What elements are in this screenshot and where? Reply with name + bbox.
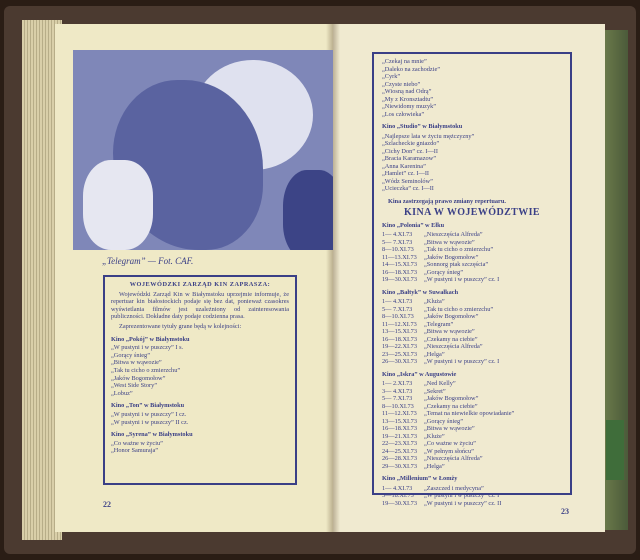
schedule-row xyxy=(382,410,562,418)
film-title: „Kluże” xyxy=(424,432,445,440)
cinema-name: Kino „Iskra” w Augustowie xyxy=(382,370,457,378)
cinema-name: Kino „Ton” w Białymstoku xyxy=(111,402,185,410)
cinema-announcement-box xyxy=(103,275,297,485)
screening-dates: 16—18.XI.73 xyxy=(382,268,417,276)
film-title: „Jaków Bogomołow” xyxy=(111,374,166,382)
schedule-row xyxy=(382,500,562,508)
schedule-row xyxy=(382,269,562,277)
film-title: „Daleko na zachodzie” xyxy=(382,65,441,73)
screening-dates: 11—13.XI.73 xyxy=(382,253,417,261)
photo-caption: „Telegram” — Fot. CAF. xyxy=(102,256,194,266)
film-title: „Lobuz” xyxy=(111,389,133,397)
schedule-row xyxy=(382,298,562,306)
film-title: „Honor Samuraja” xyxy=(111,447,159,455)
schedule-row xyxy=(382,313,562,321)
film-title: „Tak tu cicho o zmierzchu” xyxy=(424,305,494,313)
schedule-row xyxy=(382,395,562,403)
film-title: „Bracia Karamazow” xyxy=(382,155,437,162)
schedule-row xyxy=(382,261,562,269)
film-title: „Cichy Don” cz. I—II xyxy=(382,147,438,155)
film-title: „W pustyni i w puszczy” cz. I xyxy=(424,492,500,499)
film-title: „Bitwa w wąwozie” xyxy=(111,359,162,367)
cinema-name: Kino „Syrena” w Białymstoku xyxy=(111,431,193,439)
film-title: „Wiosną nad Odrą” xyxy=(382,88,432,95)
film-title: „Jaków Bogomołow” xyxy=(424,395,479,402)
screening-dates: 13—15.XI.73 xyxy=(382,417,417,425)
schedule-row xyxy=(382,276,562,284)
film-title: „Cyrk” xyxy=(382,73,401,80)
film-title: „Ned Kelly” xyxy=(424,380,456,387)
repertoire-note: Kina zastrzegają prawo zmiany repertuaru. xyxy=(388,197,506,205)
film-title: „Nieszczęścia Alfreda” xyxy=(424,455,483,462)
film-list xyxy=(382,58,562,118)
screening-dates: 5— 7.XI.73 xyxy=(382,395,413,402)
cinema-list xyxy=(111,336,289,455)
film-title: „Wódz Seminolów” xyxy=(382,177,433,185)
film-title: „W pustyni i w puszczy” cz. I xyxy=(424,358,500,365)
schedule-row xyxy=(382,485,562,493)
page-number-right: 23 xyxy=(561,507,569,516)
screening-dates: 1— 4.XI.73 xyxy=(382,231,413,238)
schedule-row xyxy=(382,321,562,329)
schedule-row xyxy=(382,492,562,500)
film-title: „Kluża” xyxy=(424,298,445,305)
bookmark-tab xyxy=(606,420,624,480)
schedule-row xyxy=(382,463,562,471)
screening-dates: 11—12.XI.73 xyxy=(382,320,417,328)
screening-dates: 8—10.XI.73 xyxy=(382,402,414,410)
film-title: „Hamlet” cz. I—II xyxy=(382,170,430,177)
film-title: „Helga” xyxy=(424,462,445,470)
film-title: „Gorący śnieg” xyxy=(424,268,463,276)
screening-dates: 19—30.XI.73 xyxy=(382,276,417,283)
film-title: „Co ważne w życiu” xyxy=(111,439,163,447)
film-title: „W pełnym słońcu” xyxy=(424,447,474,455)
film-title: „Jaków Bogomołow” xyxy=(424,313,479,320)
screening-dates: 1— 2.XI.73 xyxy=(382,380,413,387)
screening-dates: 5—18.XI.73 xyxy=(382,492,414,499)
film-title: „W pustyni i w puszczy” cz. I xyxy=(424,276,500,283)
screening-dates: 13—15.XI.73 xyxy=(382,328,417,335)
schedule-row xyxy=(382,246,562,254)
film-title: „Los człowieka” xyxy=(382,110,425,118)
film-title: „Niewidomy muzyk” xyxy=(382,103,437,110)
film-title: „Zaszczed i medycyna” xyxy=(424,484,484,492)
schedule-row xyxy=(382,440,562,448)
screening-dates: 8—10.XI.73 xyxy=(382,246,414,253)
schedule-row xyxy=(382,254,562,262)
film-title: „Czekamy na ciebie” xyxy=(424,402,478,410)
film-title: „Czekamy na ciebie” xyxy=(424,335,478,343)
screening-dates: 16—18.XI.73 xyxy=(382,335,417,343)
screening-dates: 1— 4.XI.73 xyxy=(382,298,413,305)
film-title: „Temat na niewielkie opowiadanie” xyxy=(424,410,515,417)
screening-dates: 8—10.XI.73 xyxy=(382,313,414,320)
regional-cinema-list xyxy=(382,222,562,508)
schedule-row xyxy=(382,358,562,366)
film-title: „Bitwa w wąwozie” xyxy=(424,425,475,432)
film-title: „Czekaj na mnie” xyxy=(382,58,427,65)
screening-dates: 16—18.XI.73 xyxy=(382,425,417,432)
schedule-row xyxy=(382,418,562,426)
film-title: „Ucieczka” cz. I—II xyxy=(382,185,434,192)
film-title: „Najlepsze lata w życiu mężczyzny” xyxy=(382,132,475,140)
film-title: „W pustyni i w puszczy” cz. II xyxy=(424,499,502,507)
film-title: „Nieszczęścia Alfreda” xyxy=(424,343,483,350)
schedule-row xyxy=(382,455,562,463)
film-title: „W pustyni i w puszczy” II cz. xyxy=(111,418,189,426)
film-title: „Nieszczęścia Alfreda” xyxy=(424,231,483,238)
schedule-row xyxy=(382,306,562,314)
box-header: WOJEWÓDZKI ZARZĄD KIN ZAPRASZA: xyxy=(129,281,271,288)
schedule-row xyxy=(382,239,562,247)
repertoire-box xyxy=(372,52,572,507)
schedule-row xyxy=(382,388,562,396)
screening-dates: 5— 7.XI.73 xyxy=(382,305,413,313)
schedule-row xyxy=(382,425,562,433)
film-title: „Anna Karenina” xyxy=(382,162,426,170)
film-title: „Czyste niebo” xyxy=(382,80,421,88)
cinema-name: Kino „Millenium” w Łomży xyxy=(382,475,458,482)
film-title: „Tak tu cicho o zmierzchu” xyxy=(111,366,181,374)
screening-dates: 26—30.XI.73 xyxy=(382,358,417,365)
film-title: „Bitwa w wąwozie” xyxy=(424,328,475,335)
film-title: „Tak tu cicho o zmierzchu” xyxy=(424,246,494,253)
screening-dates: 19—30.XI.73 xyxy=(382,499,417,507)
schedule-row xyxy=(382,433,562,441)
screening-dates: 11—12.XI.73 xyxy=(382,410,417,417)
screening-dates: 5— 7.XI.73 xyxy=(382,238,413,246)
screening-dates: 24—25.XI.73 xyxy=(382,447,417,455)
film-title: „Co ważne w życiu” xyxy=(424,440,476,447)
film-title: „Bitwa w wąwozie” xyxy=(424,238,475,246)
screening-dates: 22—23.XI.73 xyxy=(382,440,417,447)
screening-dates: 19—21.XI.73 xyxy=(382,432,417,440)
screening-dates: 14—15.XI.73 xyxy=(382,261,417,268)
schedule-row xyxy=(382,336,562,344)
schedule-row xyxy=(382,351,562,359)
schedule-row xyxy=(382,343,562,351)
film-title: „Jaków Bogomołow” xyxy=(424,253,479,261)
film-title: „Telegram” xyxy=(424,320,454,328)
schedule-row xyxy=(382,380,562,388)
film-title: „Helga” xyxy=(424,350,445,358)
page-number-left: 22 xyxy=(103,500,111,509)
film-title: „My z Kronsztadtu” xyxy=(382,95,434,103)
film-title: „Szlacheckie gniazdo” xyxy=(382,140,440,147)
film-title: „Gorący śnieg” xyxy=(111,351,150,359)
screening-dates: 19—22.XI.73 xyxy=(382,343,417,350)
film-title: „W pustyni i w puszczy” I cz. xyxy=(111,410,187,418)
cinema-name: Kino „Studio” w Białymstoku xyxy=(382,123,463,130)
schedule-row xyxy=(382,328,562,336)
telegram-photo xyxy=(73,50,333,250)
screening-dates: 1— 4.XI.73 xyxy=(382,484,413,492)
schedule-row xyxy=(382,403,562,411)
screening-dates: 26—28.XI.73 xyxy=(382,455,417,462)
film-title: „Sekret” xyxy=(424,387,446,395)
cinema-name: Kino „Polonia” w Ełku xyxy=(382,221,445,229)
screening-dates: 3— 4.XI.73 xyxy=(382,387,413,395)
film-title: „West Side Story” xyxy=(111,382,158,390)
film-title: „Sonnorg ptak szczęścia” xyxy=(424,261,489,268)
schedule-row xyxy=(382,448,562,456)
section-heading: KINA W WOJEWÓDZTWIE xyxy=(404,207,540,218)
film-title: „W pustyni i w puszczy” I s. xyxy=(111,344,184,352)
screening-dates: 29—30.XI.73 xyxy=(382,462,417,470)
screening-dates: 23—25.XI.73 xyxy=(382,350,417,358)
film-title: „Gorący śnieg” xyxy=(424,417,463,425)
cinema-name: Kino „Pokój” w Białymstoku xyxy=(111,335,190,343)
film-list xyxy=(382,133,562,193)
cinema-name: Kino „Bałtyk” w Suwałkach xyxy=(382,288,459,296)
schedule-row xyxy=(382,231,562,239)
intro-paragraph: Zaprezentowane tytuły grane będą w kolejności: xyxy=(119,322,242,330)
intro-paragraph: Wojewódzki Zarząd Kin w Białymstoku uprzejmie informuje, że repertuar kin białostockich podaje się bez dat, ponieważ czasokres wyświetlania filmów jest uzależniony od zainteresowania publiczności. Dokładne daty podaje codzienna prasa. xyxy=(111,290,289,321)
